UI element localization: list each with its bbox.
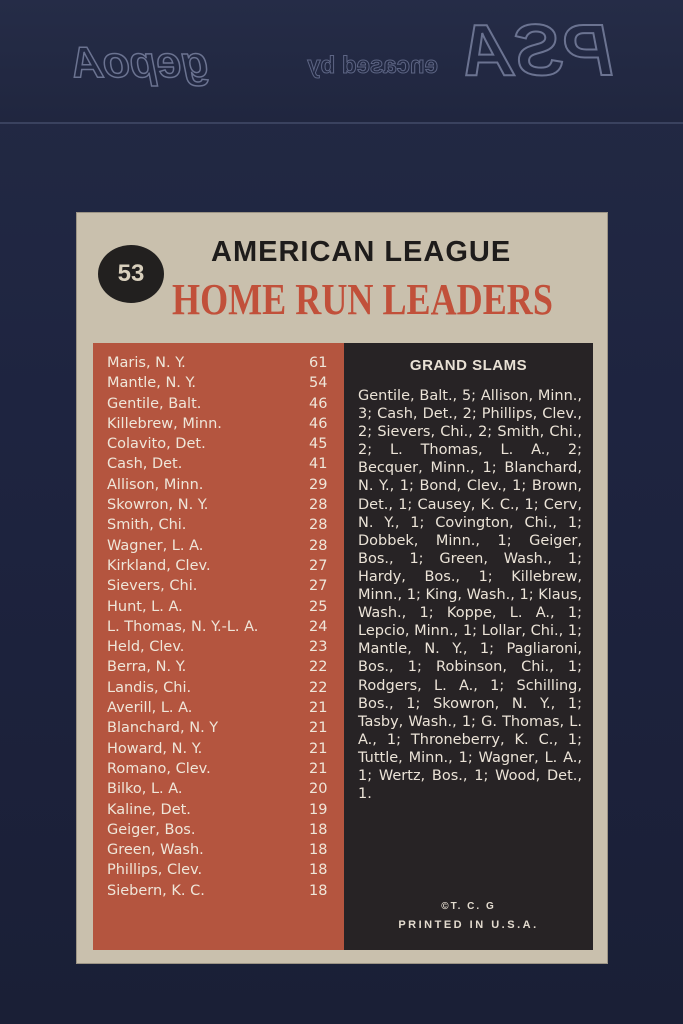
- leader-row: [93, 375, 345, 395]
- slab-label: [0, 0, 683, 124]
- leader-home-runs: 18: [309, 882, 328, 899]
- leader-home-runs: 22: [309, 659, 328, 676]
- grand-slams-text: Gentile, Balt., 5; Allison, Minn., 3; Cash, Det., 2; Phillips, Clev., 2; Sievers, Chi., 2; Smith, Chi., 2; L. Thomas, L. A., 2; Becquer, Minn., 1; Blanchard, N. Y., 1; Bond, Clev., 1; Brown, Det., 1; Causey, K. C., 1; Cerv, N. Y., 1; Covington, Chi., 1; Dobbek, Minn., 1; Geiger, Bos., 1; Green, Wash., 1; Hardy, Bos., 1; Killebrew, Minn., 1; King, Wash., 1; Klaus, Wash., 1; Koppe, L. A., 1; Lepcio, Minn., 1; Lollar, Chi., 1; Mantle, N. Y., 1; Pagliaroni, Bos., 1; Robinson, Chi., 1; Rodgers, L. A., 1; Schilling, Bos., 1; Skowron, N. Y., 1; Tasby, Wash., 1; G. Thomas, L. A., 1; Throneberry, K. C., 1; Tuttle, Minn., 1; Wagner, L. A., 1; Wertz, Bos., 1; Wood, Det., 1.: [358, 388, 582, 803]
- leader-home-runs: 27: [309, 578, 328, 595]
- leader-row: [93, 659, 345, 679]
- leader-home-runs: 41: [309, 456, 328, 473]
- leader-row: [93, 456, 345, 476]
- leader-row: [93, 436, 345, 456]
- baseball-card-back: [76, 212, 608, 964]
- leader-home-runs: 21: [309, 760, 328, 777]
- leader-name: Green, Wash.: [107, 842, 204, 859]
- leader-name: Hunt, L. A.: [107, 598, 183, 615]
- leader-home-runs: 28: [309, 517, 328, 534]
- leader-name: Howard, N. Y.: [107, 740, 203, 757]
- leader-row: [93, 558, 345, 578]
- leader-name: Landis, Chi.: [107, 679, 192, 696]
- leader-home-runs: 21: [309, 700, 328, 717]
- leader-row: [93, 355, 345, 375]
- leader-row: [93, 619, 345, 639]
- leader-row: [93, 680, 345, 700]
- leader-home-runs: 18: [309, 821, 328, 838]
- leader-name: Phillips, Clev.: [107, 862, 203, 879]
- league-heading: AMERICAN LEAGUE: [211, 236, 512, 268]
- leader-name: Gentile, Balt.: [107, 395, 202, 412]
- leader-home-runs: 23: [309, 639, 328, 656]
- leader-name: Mantle, N. Y.: [107, 375, 197, 392]
- card-number-badge: 53: [98, 245, 164, 303]
- leader-home-runs: 20: [309, 781, 328, 798]
- leader-name: Kirkland, Clev.: [107, 557, 211, 574]
- leader-home-runs: 61: [309, 355, 328, 371]
- leader-row: [93, 416, 345, 436]
- leader-name: Wagner, L. A.: [107, 537, 204, 554]
- psa-logo: PSA: [458, 11, 613, 91]
- leader-row: [93, 639, 345, 659]
- leader-home-runs: 28: [309, 537, 328, 554]
- leader-row: [93, 599, 345, 619]
- leader-row: [93, 761, 345, 781]
- leader-home-runs: 25: [309, 598, 328, 615]
- leader-home-runs: 21: [309, 720, 328, 737]
- leader-name: Blanchard, N. Y: [107, 720, 219, 737]
- leader-home-runs: 27: [309, 557, 328, 574]
- leader-name: Smith, Chi.: [107, 517, 187, 534]
- leader-name: Held, Clev.: [107, 639, 185, 656]
- leader-row: [93, 538, 345, 558]
- leader-row: [93, 802, 345, 822]
- leader-name: Romano, Clev.: [107, 760, 211, 777]
- leader-name: Sievers, Chi.: [107, 578, 198, 595]
- leader-home-runs: 28: [309, 497, 328, 514]
- leader-row: [93, 720, 345, 740]
- leader-name: Berra, N. Y.: [107, 659, 187, 676]
- leaders-list: [93, 343, 345, 903]
- leader-name: Maris, N. Y.: [107, 355, 186, 371]
- leader-row: [93, 842, 345, 862]
- leader-name: Kaline, Det.: [107, 801, 191, 818]
- leader-row: [93, 741, 345, 761]
- card-title: HOME RUN LEADERS: [172, 275, 553, 324]
- leader-home-runs: 18: [309, 862, 328, 879]
- leader-row: [93, 497, 345, 517]
- leader-name: Allison, Minn.: [107, 476, 204, 493]
- leader-home-runs: 21: [309, 740, 328, 757]
- leader-row: [93, 700, 345, 720]
- leader-row: [93, 781, 345, 801]
- leader-home-runs: 19: [309, 801, 328, 818]
- leader-home-runs: 54: [309, 375, 328, 392]
- leader-home-runs: 24: [309, 618, 328, 635]
- leader-name: Bilko, L. A.: [107, 781, 183, 798]
- grand-slams-title: GRAND SLAMS: [409, 357, 528, 374]
- leader-home-runs: 18: [309, 842, 328, 859]
- leader-row: [93, 517, 345, 537]
- leader-row: [93, 822, 345, 842]
- leader-row: [93, 883, 345, 903]
- copyright-text: ©T. C. G: [441, 901, 496, 912]
- printed-in-text: PRINTED IN U.S.A.: [398, 919, 539, 931]
- leader-name: Cash, Det.: [107, 456, 183, 473]
- leader-row: [93, 477, 345, 497]
- leader-home-runs: 29: [309, 476, 328, 493]
- leader-name: Geiger, Bos.: [107, 821, 196, 838]
- leader-home-runs: 45: [309, 436, 328, 453]
- leader-name: Siebern, K. C.: [107, 882, 205, 899]
- mirrored-label-text: [0, 0, 683, 122]
- leader-row: [93, 396, 345, 416]
- leader-name: Colavito, Det.: [107, 436, 206, 453]
- leader-name: Skowron, N. Y.: [107, 497, 209, 514]
- leader-home-runs: 46: [309, 395, 328, 412]
- leader-row: [93, 578, 345, 598]
- leader-home-runs: 22: [309, 679, 328, 696]
- grand-slams-panel: [344, 343, 593, 950]
- leader-home-runs: 46: [309, 415, 328, 432]
- label-tagline: encased by: [307, 52, 438, 79]
- leader-name: Averill, L. A.: [107, 700, 193, 717]
- leader-row: [93, 862, 345, 882]
- leaders-panel: [93, 343, 345, 950]
- leader-name: Killebrew, Minn.: [107, 415, 222, 432]
- label-brand: gepoA: [71, 38, 208, 87]
- leader-name: L. Thomas, N. Y.-L. A.: [107, 618, 259, 635]
